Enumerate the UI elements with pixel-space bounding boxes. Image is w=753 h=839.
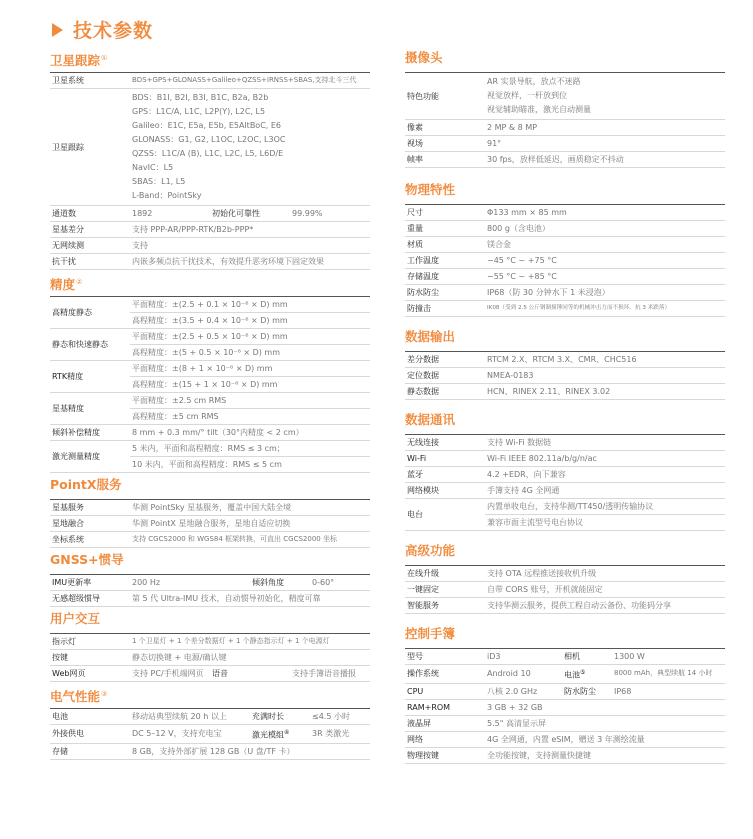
- spec-value: Android 10: [485, 665, 562, 684]
- spec-key: 倾斜角度: [250, 575, 310, 591]
- spec-value: 平面精度：±(2.5 + 0.1 × 10⁻⁶ × D) mm: [130, 297, 370, 313]
- spec-value: 4G 全网通，内置 eSIM，赠送 3 年测绘流量: [485, 731, 725, 747]
- page-title: 技术参数: [73, 20, 154, 42]
- spec-value: 8 mm + 0.3 mm/° tilt（30°内精度 < 2 cm）: [130, 425, 370, 441]
- spec-value: 2 MP & 8 MP: [485, 120, 725, 136]
- spec-value: 高程精度：±(15 + 1 × 10⁻⁶ × D) mm: [130, 377, 370, 393]
- spec-value: 自带 CORS 账号，开机就能固定: [485, 582, 725, 598]
- spec-key: 静态和快速静态: [50, 329, 130, 361]
- advanced-table: [405, 565, 725, 614]
- spec-value: RTCM 2.X、RTCM 3.X、CMR、CHC516: [485, 352, 725, 368]
- section-title-accuracy: 精度②: [50, 277, 83, 293]
- spec-key: Web网页: [50, 666, 130, 682]
- spec-key: 无线连接: [405, 435, 485, 451]
- spec-value: 内嵌多频点抗干扰技术，有效提升恶劣环境下固定效果: [130, 254, 370, 270]
- spec-key: 防水防尘: [405, 285, 485, 301]
- section-title-electrical: 电气性能③: [50, 689, 108, 705]
- spec-key: 一键固定: [405, 582, 485, 598]
- section-title-data-output: 数据输出: [405, 329, 456, 344]
- spec-value: 华测 PointX 星地融合服务，星地自适应切换: [130, 516, 370, 532]
- spec-key: 静态数据: [405, 384, 485, 400]
- spec-value: 高程精度：±5 cm RMS: [130, 409, 370, 425]
- spec-key: 智能服务: [405, 598, 485, 614]
- spec-value: 高程精度：±(5 + 0.5 × 10⁻⁶ × D) mm: [130, 345, 370, 361]
- spec-value: 支持华测云服务，提供工程自动云备份、功能码分享: [485, 598, 725, 614]
- spec-key: 语音: [210, 666, 290, 682]
- spec-key: 尺寸: [405, 205, 485, 221]
- spec-value: ≤4.5 小时: [310, 709, 370, 725]
- controller-table: [405, 648, 725, 764]
- spec-key: 定位数据: [405, 368, 485, 384]
- spec-value: 30 fps，放样低延迟，画质稳定不抖动: [485, 152, 725, 168]
- spec-key: 无网续测: [50, 238, 130, 254]
- spec-key: 激光模组④: [250, 725, 310, 744]
- spec-value: 200 Hz: [130, 575, 250, 591]
- left-column: [50, 48, 370, 760]
- section-title-satellite: 卫星跟踪①: [50, 53, 108, 69]
- spec-key: 重量: [405, 221, 485, 237]
- spec-value: iD3: [485, 649, 562, 665]
- spec-value: 支持 Wi-Fi 数据链: [485, 435, 725, 451]
- spec-value: 91°: [485, 136, 725, 152]
- spec-key: 存储温度: [405, 269, 485, 285]
- spec-value: 平面精度：±(2.5 + 0.5 × 10⁻⁶ × D) mm: [130, 329, 370, 345]
- spec-value: 1 个卫星灯 + 1 个差分数据灯 + 1 个静态指示灯 + 1 个电源灯: [130, 634, 370, 650]
- spec-key: 在线升级: [405, 566, 485, 582]
- electrical-table: [50, 708, 370, 760]
- spec-value: 支持 OTA 远程推送接收机升级: [485, 566, 725, 582]
- spec-value: −55 °C ~ +85 °C: [485, 269, 725, 285]
- spec-key: CPU: [405, 683, 485, 699]
- spec-key: 卫星系统: [50, 73, 130, 89]
- triangle-icon: [52, 23, 63, 37]
- spec-key: 按键: [50, 650, 130, 666]
- section-title-camera: 摄像头: [405, 50, 443, 65]
- spec-key: 外接供电: [50, 725, 130, 744]
- spec-value: 4.2 +EDR，向下兼容: [485, 467, 725, 483]
- spec-value: IK08（受到 2.5 公斤钢制撞锤同等的机械冲击力而不损坏、抗 3 米跌落）: [485, 301, 725, 317]
- spec-key: 通道数: [50, 206, 130, 222]
- tracking-list: BDS：B1I, B2I, B3I, B1C, B2a, B2b GPS：L1C/A, L1C, L2P(Y), L2C, L5 Galileo：E1C, E5a, E5b, E5AltBoC, E6 GLONASS：G1, G2, L1OC, L2OC, L3OC QZSS：L1C/A (B), L1C, L2C, L5, L6D/E NavIC：L5 SBAS：L1, L5 L-Band：PointSky: [130, 89, 370, 206]
- spec-value: BDS+GPS+GLONASS+Galileo+QZSS+IRNSS+SBAS,支持北斗三代: [130, 73, 370, 89]
- spec-key: IMU更新率: [50, 575, 130, 591]
- spec-value: 3 GB + 32 GB: [485, 699, 725, 715]
- section-title-controller: 控制手簿: [405, 626, 456, 641]
- spec-value: IP68: [612, 683, 725, 699]
- spec-value: 5.5" 高清显示屏: [485, 715, 725, 731]
- satellite-table: [50, 72, 370, 270]
- section-title-advanced: 高级功能: [405, 543, 456, 558]
- spec-key: 像素: [405, 120, 485, 136]
- right-column: [405, 48, 725, 764]
- spec-key: 液晶屏: [405, 715, 485, 731]
- spec-key: 物理按键: [405, 747, 485, 763]
- spec-key: 星基服务: [50, 500, 130, 516]
- spec-key: 坐标系统: [50, 532, 130, 548]
- spec-key: 高精度静态: [50, 297, 130, 329]
- spec-value: 支持手簿语音播报: [290, 666, 370, 682]
- spec-key: 无感超级惯导: [50, 591, 130, 607]
- spec-key: 工作温度: [405, 253, 485, 269]
- spec-key: 网络模块: [405, 483, 485, 499]
- interaction-table: [50, 633, 370, 682]
- spec-key: 卫星跟踪: [50, 89, 130, 206]
- spec-key: 网络: [405, 731, 485, 747]
- spec-key: 充满时长: [250, 709, 310, 725]
- spec-value: 支持 PPP-AR/PPP-RTK/B2b-PPP*: [130, 222, 370, 238]
- spec-value: 华测 PointSky 星基服务，覆盖中国大陆全境: [130, 500, 370, 516]
- spec-value: 8000 mAh，典型续航 14 小时: [612, 665, 725, 684]
- spec-key: 激光测量精度: [50, 441, 130, 473]
- spec-key: 视场: [405, 136, 485, 152]
- spec-value: 99.99%: [290, 206, 370, 222]
- spec-key: 抗干扰: [50, 254, 130, 270]
- spec-value: 静态切换键 + 电源/确认键: [130, 650, 370, 666]
- page-header: [52, 16, 153, 43]
- spec-key: 帧率: [405, 152, 485, 168]
- spec-value: 3R 类激光: [310, 725, 370, 744]
- spec-key: 特色功能: [405, 73, 485, 120]
- spec-key: 蓝牙: [405, 467, 485, 483]
- spec-value: HCN、RINEX 2.11、RINEX 3.02: [485, 384, 725, 400]
- spec-value: 5 米内，平面和高程精度：RMS ≤ 3 cm；: [130, 441, 370, 457]
- section-title-communication: 数据通讯: [405, 412, 456, 427]
- spec-value: 1300 W: [612, 649, 725, 665]
- spec-value: 第 5 代 Ultra-IMU 技术，自动惯导初始化，精度可靠: [130, 591, 370, 607]
- physical-table: [405, 204, 725, 317]
- section-title-physical: 物理特性: [405, 182, 456, 197]
- spec-value: 平面精度：±(8 + 1 × 10⁻⁶ × D) mm: [130, 361, 370, 377]
- section-title-interaction: 用户交互: [50, 611, 101, 626]
- spec-value: 平面精度：±2.5 cm RMS: [130, 393, 370, 409]
- camera-table: [405, 72, 725, 168]
- spec-value: Φ133 mm × 85 mm: [485, 205, 725, 221]
- spec-key: RAM+ROM: [405, 699, 485, 715]
- spec-key: 星地融合: [50, 516, 130, 532]
- spec-value: 高程精度：±(3.5 + 0.4 × 10⁻⁶ × D) mm: [130, 313, 370, 329]
- spec-value: DC 5–12 V，支持充电宝: [130, 725, 250, 744]
- spec-key: 防撞击: [405, 301, 485, 317]
- spec-key: 电池: [50, 709, 130, 725]
- communication-table: [405, 434, 725, 531]
- spec-value: 兼容市面主流型号电台协议: [485, 515, 725, 531]
- data-output-table: [405, 351, 725, 400]
- spec-key: 指示灯: [50, 634, 130, 650]
- spec-key: 星基精度: [50, 393, 130, 425]
- spec-value: Wi-Fi IEEE 802.11a/b/g/n/ac: [485, 451, 725, 467]
- spec-key: 材质: [405, 237, 485, 253]
- spec-key: 存储: [50, 743, 130, 759]
- spec-value: −45 °C ~ +75 °C: [485, 253, 725, 269]
- spec-value: 800 g（含电池）: [485, 221, 725, 237]
- spec-value: IP68（防 30 分钟水下 1 米浸泡）: [485, 285, 725, 301]
- spec-value: 全功能按键，支持测量快捷键: [485, 747, 725, 763]
- pointx-table: [50, 499, 370, 548]
- spec-key: 差分数据: [405, 352, 485, 368]
- spec-key: 操作系统: [405, 665, 485, 684]
- spec-value: 0-60°: [310, 575, 370, 591]
- feature-list: AR 实景导航，放点不迷路 视觉放样，一杆放到位 视觉辅助瞄准，激光自动测量: [485, 73, 725, 120]
- section-title-imu: GNSS+惯导: [50, 552, 124, 567]
- spec-value: 支持 CGCS2000 和 WGS84 框架转换，可直出 CGCS2000 坐标: [130, 532, 370, 548]
- spec-key: 电池⑤: [562, 665, 612, 684]
- spec-value: 1892: [130, 206, 210, 222]
- spec-key: 星基差分: [50, 222, 130, 238]
- spec-value: 10 米内，平面和高程精度：RMS ≤ 5 cm: [130, 457, 370, 473]
- spec-value: NMEA-0183: [485, 368, 725, 384]
- imu-table: [50, 574, 370, 607]
- spec-value: 镁合金: [485, 237, 725, 253]
- spec-key: 倾斜补偿精度: [50, 425, 130, 441]
- spec-value: 8 GB，支持外部扩展 128 GB（U 盘/TF 卡）: [130, 743, 370, 759]
- spec-key: 相机: [562, 649, 612, 665]
- spec-key: 初始化可靠性: [210, 206, 290, 222]
- spec-value: 八核 2.0 GHz: [485, 683, 562, 699]
- spec-key: 防水防尘: [562, 683, 612, 699]
- spec-key: 型号: [405, 649, 485, 665]
- spec-key: RTK精度: [50, 361, 130, 393]
- spec-value: 支持: [130, 238, 370, 254]
- accuracy-table: [50, 296, 370, 473]
- spec-key: Wi-Fi: [405, 451, 485, 467]
- spec-value: 移动站典型续航 20 h 以上: [130, 709, 250, 725]
- spec-value: 内置单收电台，支持华测/TT450/透明传输协议: [485, 499, 725, 515]
- spec-value: 手簿支持 4G 全网通: [485, 483, 725, 499]
- section-title-pointx: PointX服务: [50, 477, 122, 492]
- spec-value: 支持 PC/手机端网页: [130, 666, 210, 682]
- spec-key: 电台: [405, 499, 485, 531]
